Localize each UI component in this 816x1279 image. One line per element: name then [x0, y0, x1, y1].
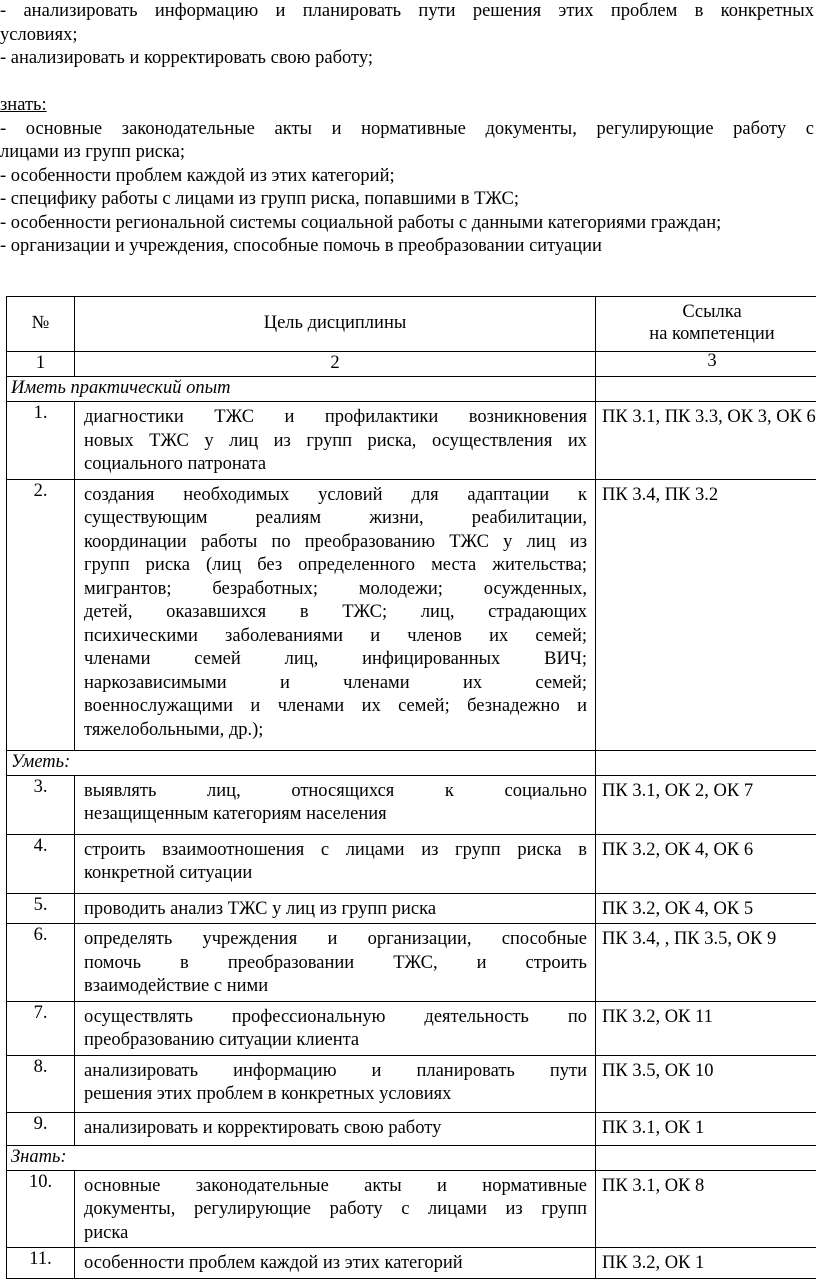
goal-cell — [75, 1248, 596, 1279]
table-row — [7, 924, 816, 1002]
goal-cell — [75, 1170, 596, 1248]
row-number: 8. — [7, 1055, 75, 1112]
table-header-row — [7, 297, 816, 352]
goal-line: проводить анализ ТЖС у лиц из групп риска — [84, 898, 587, 922]
header-goal: Цель дисциплины — [75, 297, 596, 352]
goal-line: групп риска (лиц без определенного места жительства; — [84, 554, 587, 578]
header-num: № — [7, 297, 75, 352]
goal-line: анализировать и корректировать свою работу — [84, 1117, 587, 1141]
competence-ref: ПК 3.2, ОК 4, ОК 6 — [596, 834, 816, 893]
column-number: 2 — [75, 352, 596, 377]
section-empty-cell — [596, 750, 816, 775]
intro-line: - специфику работы с лицами из групп риска, попавшими в ТЖС; — [0, 188, 816, 212]
competence-table — [6, 296, 816, 1279]
row-number: 5. — [7, 893, 75, 924]
section-row — [7, 1145, 816, 1170]
competence-ref: ПК 3.2, ОК 4, ОК 5 — [596, 893, 816, 924]
row-number: 2. — [7, 479, 75, 750]
competence-ref: ПК 3.5, ОК 10 — [596, 1055, 816, 1112]
table-row — [7, 1170, 816, 1248]
column-number: 1 — [7, 352, 75, 377]
intro-line: - основные законодательные акты и нормативные документы, регулирующие работу с — [0, 118, 816, 142]
goal-cell — [75, 1001, 596, 1055]
row-number: 10. — [7, 1170, 75, 1248]
goal-line: помочь в преобразовании ТЖС, и строить — [84, 952, 587, 976]
goal-line: строить взаимоотношения с лицами из групп риска в — [84, 839, 587, 863]
goal-line: анализировать информацию и планировать пути — [84, 1060, 587, 1084]
section-label: Уметь: — [7, 750, 596, 775]
goal-line: основные законодательные акты и нормативные — [84, 1175, 587, 1199]
goal-line: незащищенным категориям населения — [84, 803, 587, 827]
goal-cell — [75, 402, 596, 480]
goal-line: тяжелобольными, др.); — [84, 719, 587, 743]
row-number: 3. — [7, 775, 75, 834]
goal-line: членами семей лиц, инфицированных ВИЧ; — [84, 648, 587, 672]
goal-cell — [75, 479, 596, 750]
column-number: 3 — [596, 352, 816, 377]
row-number: 11. — [7, 1248, 75, 1279]
row-number: 7. — [7, 1001, 75, 1055]
goal-line: социального патроната — [84, 453, 587, 477]
intro-line: - особенности проблем каждой из этих категорий; — [0, 165, 816, 189]
goal-line: решения этих проблем в конкретных условиях — [84, 1083, 587, 1107]
goal-line: создания необходимых условий для адаптации к — [84, 484, 587, 508]
competence-ref: ПК 3.4, , ПК 3.5, ОК 9 — [596, 924, 816, 1002]
header-ref-line1: Ссылка — [682, 302, 741, 322]
header-ref-line2: на компетенции — [649, 324, 774, 344]
goal-line: особенности проблем каждой из этих категорий — [84, 1252, 587, 1276]
section-label: Знать: — [7, 1145, 596, 1170]
competence-ref: ПК 3.1, ОК 8 — [596, 1170, 816, 1248]
row-number: 6. — [7, 924, 75, 1002]
section-row — [7, 377, 816, 402]
section-empty-cell — [596, 1145, 816, 1170]
goal-line: осуществлять профессиональную деятельность по — [84, 1006, 587, 1030]
table-row — [7, 893, 816, 924]
goal-line: взаимодействие с ними — [84, 975, 587, 999]
row-number: 4. — [7, 834, 75, 893]
competence-ref: ПК 3.1, ОК 2, ОК 7 — [596, 775, 816, 834]
intro-line: - особенности региональной системы социальной работы с данными категориями граждан; — [0, 212, 816, 236]
header-ref — [596, 297, 816, 352]
goal-line: новых ТЖС у лиц из групп риска, осуществления их — [84, 430, 587, 454]
goal-line: преобразованию ситуации клиента — [84, 1029, 587, 1053]
goal-line: координации работы по преобразованию ТЖС у лиц из — [84, 531, 587, 555]
goal-line: детей, оказавшихся в ТЖС; лиц, страдающих — [84, 601, 587, 625]
table-row — [7, 1248, 816, 1279]
column-number-row — [7, 352, 816, 377]
competence-ref: ПК 3.4, ПК 3.2 — [596, 479, 816, 750]
intro-line: условиях; — [0, 24, 816, 48]
table-row — [7, 1055, 816, 1112]
intro-line: - анализировать информацию и планировать пути решения этих проблем в конкретных — [0, 0, 816, 24]
goal-cell — [75, 1055, 596, 1112]
goal-cell — [75, 924, 596, 1002]
competence-ref: ПК 3.1, ОК 1 — [596, 1112, 816, 1145]
table-row — [7, 775, 816, 834]
goal-line: психическими заболеваниями и членов их семей; — [84, 625, 587, 649]
goal-line: наркозависимыми и членами их семей; — [84, 672, 587, 696]
goal-line: выявлять лиц, относящихся к социально — [84, 780, 587, 804]
competence-ref: ПК 3.2, ОК 11 — [596, 1001, 816, 1055]
know-heading: знать: — [0, 94, 816, 118]
table-row — [7, 1112, 816, 1145]
intro-line: - организации и учреждения, способные помочь в преобразовании ситуации — [0, 235, 816, 259]
table-row — [7, 1001, 816, 1055]
intro-text — [0, 0, 816, 259]
competence-ref: ПК 3.1, ПК 3.3, ОК 3, ОК 6 — [596, 402, 816, 480]
row-number: 9. — [7, 1112, 75, 1145]
intro-line: - анализировать и корректировать свою работу; — [0, 47, 816, 71]
goal-line: существующим реалиям жизни, реабилитации, — [84, 507, 587, 531]
goal-line: диагностики ТЖС и профилактики возникновения — [84, 406, 587, 430]
goal-line: определять учреждения и организации, способные — [84, 928, 587, 952]
table-row — [7, 402, 816, 480]
competence-ref: ПК 3.2, ОК 1 — [596, 1248, 816, 1279]
goal-line: риска — [84, 1222, 587, 1246]
goal-line: документы, регулирующие работу с лицами из групп — [84, 1198, 587, 1222]
section-empty-cell — [596, 377, 816, 402]
goal-cell — [75, 893, 596, 924]
table-row — [7, 834, 816, 893]
goal-cell — [75, 775, 596, 834]
table-row — [7, 479, 816, 750]
goal-line: мигрантов; безработных; молодежи; осужденных, — [84, 578, 587, 602]
goal-cell — [75, 834, 596, 893]
goal-line: военнослужащими и членами их семей; безнадежно и — [84, 695, 587, 719]
section-row — [7, 750, 816, 775]
section-label: Иметь практический опыт — [7, 377, 596, 402]
intro-line: лицами из групп риска; — [0, 141, 816, 165]
goal-line: конкретной ситуации — [84, 862, 587, 886]
goal-cell — [75, 1112, 596, 1145]
row-number: 1. — [7, 402, 75, 480]
